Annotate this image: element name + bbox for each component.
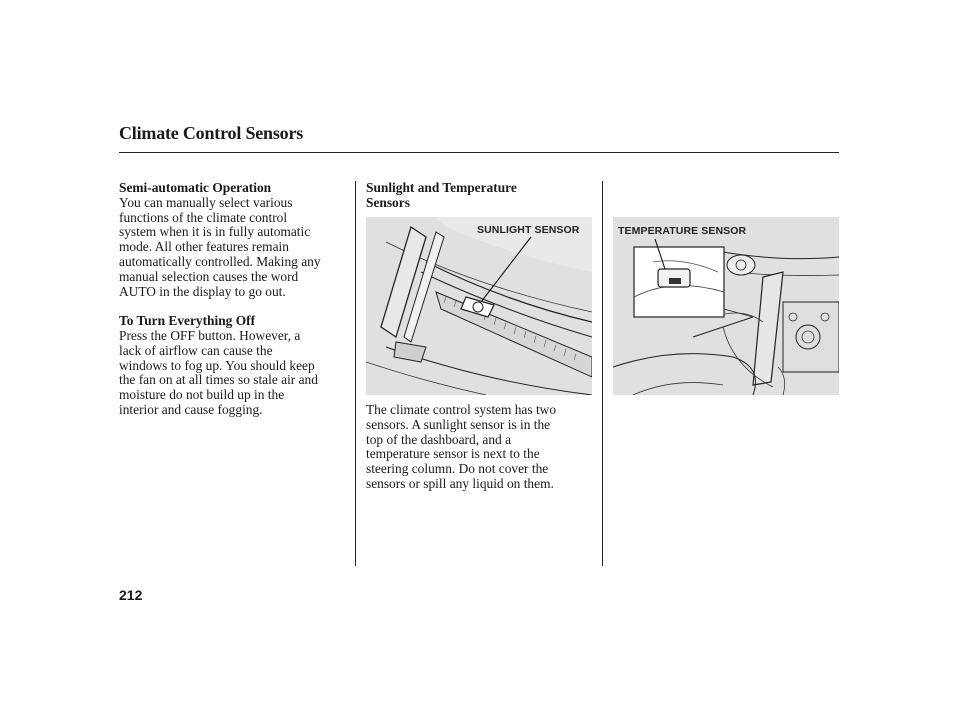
body-line: manual selection causes the word: [119, 268, 299, 284]
body-line: You can manually select various: [119, 194, 293, 210]
body-line: system when it is in fully automatic: [119, 224, 311, 240]
body-line: sensors. A sunlight sensor is in the: [366, 416, 551, 432]
body-line: interior and cause fogging.: [119, 401, 263, 417]
title-divider: [119, 152, 839, 153]
body-line: steering column. Do not cover the: [366, 461, 549, 477]
body-line: The climate control system has two: [366, 402, 557, 417]
section-heading-sunlight-temperature: Sunlight and Temperature: [366, 180, 517, 195]
body-line: windows to fog up. You should keep: [119, 357, 315, 373]
body-line: AUTO in the display to go out.: [119, 283, 286, 299]
body-line: mode. All other features remain: [119, 239, 289, 255]
temperature-sensor-label: TEMPERATURE SENSOR: [618, 225, 747, 237]
body-line: top of the dashboard, and a: [366, 431, 512, 447]
temperature-sensor-figure: [613, 217, 839, 395]
page-title: Climate Control Sensors: [119, 123, 304, 143]
body-line: sensors or spill any liquid on them.: [366, 475, 554, 491]
dashboard-illustration: [366, 217, 592, 395]
section-heading-semi-automatic: Semi-automatic Operation: [119, 180, 272, 195]
body-line: Press the OFF button. However, a: [119, 327, 301, 343]
body-line: temperature sensor is next to the: [366, 446, 540, 462]
sunlight-sensor-label: SUNLIGHT SENSOR: [477, 224, 580, 236]
middle-column-body: [366, 403, 596, 492]
steering-column-illustration: [613, 217, 839, 395]
middle-column-heading: [366, 181, 596, 211]
sunlight-sensor-figure: [366, 217, 592, 395]
section-heading-sunlight-temperature-cont: Sensors: [366, 194, 410, 210]
body-line: moisture do not build up in the: [119, 387, 285, 403]
body-line: functions of the climate control: [119, 209, 288, 225]
column-divider-right: [602, 181, 603, 566]
left-column: [119, 181, 351, 418]
body-line: the fan on at all times so stale air and: [119, 372, 318, 388]
column-divider-left: [355, 181, 356, 566]
body-line: lack of airflow can cause the: [119, 342, 273, 358]
section-heading-turn-everything-off: To Turn Everything Off: [119, 313, 256, 329]
body-line: automatically controlled. Making any: [119, 253, 321, 269]
page-number: 212: [119, 587, 143, 603]
